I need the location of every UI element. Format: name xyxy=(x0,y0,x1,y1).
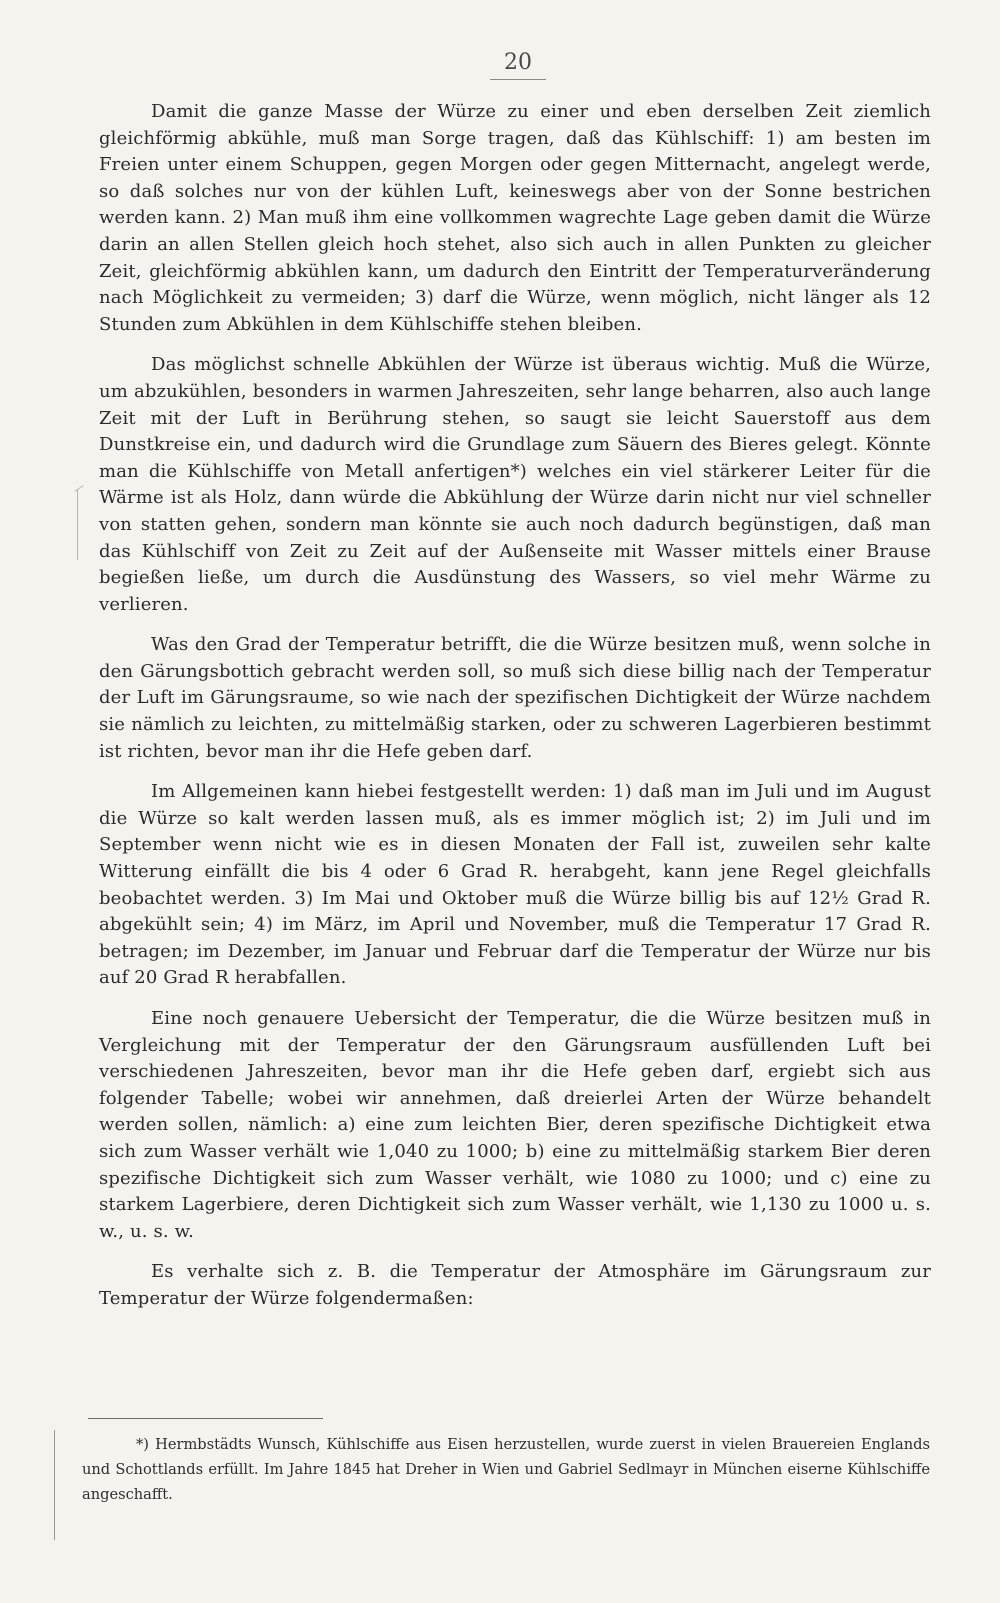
paragraph-temperature-degree: Was den Grad der Temperatur betrifft, die die Würze besitzen muß, wenn solche in den Gärungsbottich gebracht werden soll, so muß sich diese billig nach der Temperatur der Luft im Gärungsraume, so wie nach der spezifischen Dichtigkeit der Würze nachdem sie nämlich zu leichten, zu mittelmäßig starken, oder zu schweren Lagerbieren bestimmt ist richten, bevor man ihr die Hefe geben darf. xyxy=(99,634,931,762)
paragraph-overview-table-intro: Eine noch genauere Uebersicht der Temperatur, die die Würze besitzen muß in Vergleichung mit der Temperatur der den Gärungsraum ausfüllenden Luft bei verschiedenen Jahreszeiten, bevor man ihr die Hefe geben darf, ergiebt sich aus folgender Tabelle; wobei wir annehmen, daß dreierlei Arten der Würze behandelt werden sollen, nämlich: a) eine zum leichten Bier, deren spezifische Dichtigkeit etwa sich zum Wasser verhält wie 1,040 zu 1000; b) eine zu mittelmäßig starkem Bier deren spezifische Dichtigkeit sich zum Wasser verhält, wie 1080 zu 1000; und c) eine zu starkem Lagerbiere, deren Dichtigkeit sich zum Wasser verhält, wie 1,130 zu 1000 u. s. w., u. s. w. xyxy=(99,1008,931,1242)
margin-pencil-mark xyxy=(77,490,78,560)
footnote-divider xyxy=(88,1418,323,1419)
margin-bracket-mark xyxy=(54,1430,55,1540)
paragraph-monthly-rules: Im Allgemeinen kann hiebei festgestellt werden: 1) daß man im Juli und im August die Würze so kalt werden lassen muß, als es immer möglich ist; 2) im Juli und im September wenn nicht wie es in diesen Monaten der Fall ist, zuweilen sehr kalte Witterung einfällt die bis 4 oder 6 Grad R. herabgeht, kann jene Regel gleichfalls beobachtet werden. 3) Im Mai und Oktober muß die Würze billig bis auf 12½ Grad R. abgekühlt sein; 4) im März, im April und November, muß die Temperatur 17 Grad R. betragen; im Dezember, im Januar und Februar darf die Temperatur der Würze nur bis auf 20 Grad R herabfallen. xyxy=(99,781,931,989)
paragraph-example-intro: Es verhalte sich z. B. die Temperatur der Atmosphäre im Gärungsraum zur Temperatur der Würze folgendermaßen: xyxy=(99,1261,931,1309)
footnote: *) Hermbstädts Wunsch, Kühlschiffe aus Eisen herzustellen, wurde zuerst in vielen Brauereien Englands und Schottlands erfüllt. Im Jahre 1845 hat Dreher in Wien und Gabriel Sedlmayr in München eiserne Kühlschiffe angeschafft. xyxy=(82,1436,930,1503)
margin-pencil-tick xyxy=(75,485,84,492)
body-text xyxy=(99,99,931,1327)
page-number: 20 xyxy=(490,50,546,80)
paragraph-rapid-cooling: Das möglichst schnelle Abkühlen der Würze ist überaus wichtig. Muß die Würze, um abzukühlen, besonders in warmen Jahreszeiten, sehr lange beharren, also auch lange Zeit mit der Luft in Berührung stehen, so saugt sie leicht Sauerstoff aus dem Dunstkreise ein, und dadurch wird die Grundlage zum Säuern des Bieres gelegt. Könnte man die Kühlschiffe von Metall anfertigen*) welches ein viel stärkerer Leiter für die Wärme ist als Holz, dann würde die Abkühlung der Würze darin nicht nur viel schneller von statten gehen, sondern man könnte sie auch noch dadurch begünstigen, daß man das Kühlschiff von Zeit zu Zeit auf der Außenseite mit Wasser mittels einer Brause begießen ließe, um durch die Ausdünstung des Wassers, so viel mehr Wärme zu verlieren. xyxy=(99,354,931,615)
paragraph-cooling-placement: Damit die ganze Masse der Würze zu einer und eben derselben Zeit ziemlich gleichförmig abkühle, muß man Sorge tragen, daß das Kühlschiff: 1) am besten im Freien unter einem Schuppen, gegen Morgen oder gegen Mitternacht, angelegt werde, so daß solches nur von der kühlen Luft, keineswegs aber von der Sonne bestrichen werden kann. 2) Man muß ihm eine vollkommen wagrechte Lage geben damit die Würze darin an allen Stellen gleich hoch stehet, also sich auch in allen Punkten zu gleicher Zeit, gleichförmig abkühlen kann, um dadurch den Eintritt der Temperaturveränderung nach Möglichkeit zu vermeiden; 3) darf die Würze, wenn möglich, nicht länger als 12 Stunden zum Abkühlen in dem Kühlschiffe stehen bleiben. xyxy=(99,101,931,335)
